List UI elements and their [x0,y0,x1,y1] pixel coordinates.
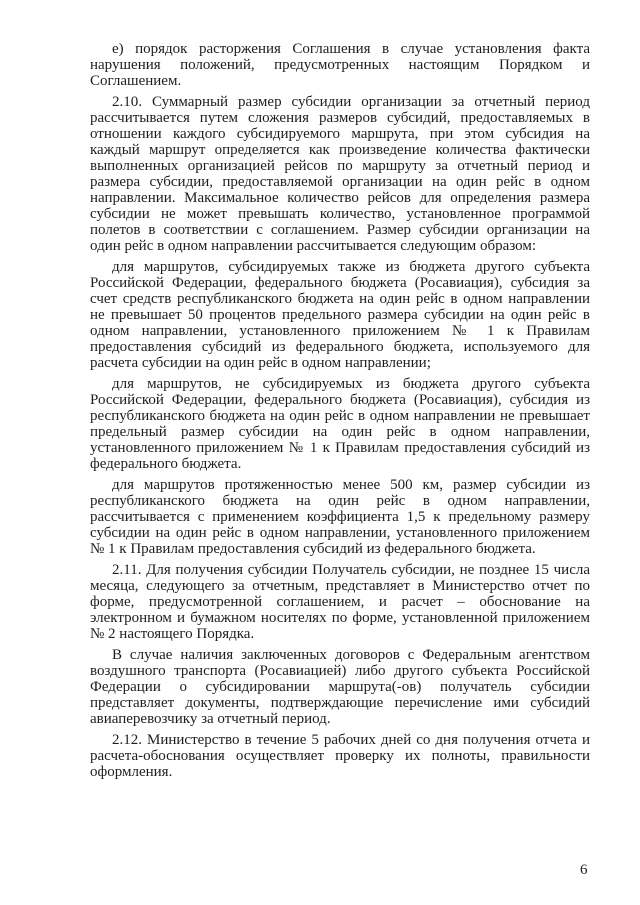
document-body [90,41,590,785]
paragraph-2-12-ministry-review: 2.12. Министерство в течение 5 рабочих дней со дня получения отчета и расчета-обоснования осуществляет проверку их полноты, правильности оформления. [90,732,590,780]
paragraph-cofinanced-routes: для маршрутов, субсидируемых также из бюджета другого субъекта Российской Федерации, федерального бюджета (Росавиация), субсидия за счет средств республиканского бюджета на один рейс в одном направлении не превышает 50 процентов предельного размера субсидии на один рейс в одном направлении, установленного приложением № 1 к Правилам предоставления субсидий из федерального бюджета, используемого для расчета субсидии на один рейс в одном направлении; [90,259,590,371]
page-number: 6 [580,862,588,878]
paragraph-short-routes: для маршрутов протяженностью менее 500 км, размер субсидии из республиканского бюджета на один рейс в одном направлении, рассчитывается с применением коэффициента 1,5 к предельному размеру субсидии на один рейс в одном направлении, установленного приложением № 1 к Правилам предоставления субсидий из федерального бюджета. [90,477,590,557]
paragraph-2-11-report-submission: 2.11. Для получения субсидии Получатель субсидии, не позднее 15 числа месяца, следующего за отчетным, представляет в Министерство отчет по форме, предусмотренной соглашением, и расчет – обоснование на электронном и бумажном носителях по форме, установленной приложением № 2 настоящего Порядка. [90,562,590,642]
paragraph-termination-procedure: е) порядок расторжения Соглашения в случае установления факта нарушения положений, предусмотренных настоящим Порядком и Соглашением. [90,41,590,89]
paragraph-federal-agreements: В случае наличия заключенных договоров с Федеральным агентством воздушного транспорта (Росавиацией) либо другого субъекта Российской Федерации о субсидировании маршрута(-ов) получатель субсидии представляет документы, подтверждающие перечисление ими субсидий авиаперевозчику за отчетный период. [90,647,590,727]
paragraph-non-cofinanced-routes: для маршрутов, не субсидируемых из бюджета другого субъекта Российской Федерации, федерального бюджета (Росавиация), субсидия из республиканского бюджета на один рейс в одном направлении не превышает предельный размер субсидии на один рейс в одном направлении, установленного приложением № 1 к Правилам предоставления субсидий из федерального бюджета. [90,376,590,472]
paragraph-2-10-subsidy-calculation: 2.10. Суммарный размер субсидии организации за отчетный период рассчитывается путем сложения размеров субсидий, предоставляемых в отношении каждого субсидируемого маршрута, при этом субсидия на каждый маршрут определяется как произведение количества фактически выполненных организацией рейсов по маршруту за отчетный период и размера субсидии, предоставляемой организации на один рейс в одном направлении. Максимальное количество рейсов для определения размера субсидии не может превышать количество, установленное программой полетов в соответствии с соглашением. Размер субсидии организации на один рейс в одном направлении рассчитывается следующим образом: [90,94,590,254]
